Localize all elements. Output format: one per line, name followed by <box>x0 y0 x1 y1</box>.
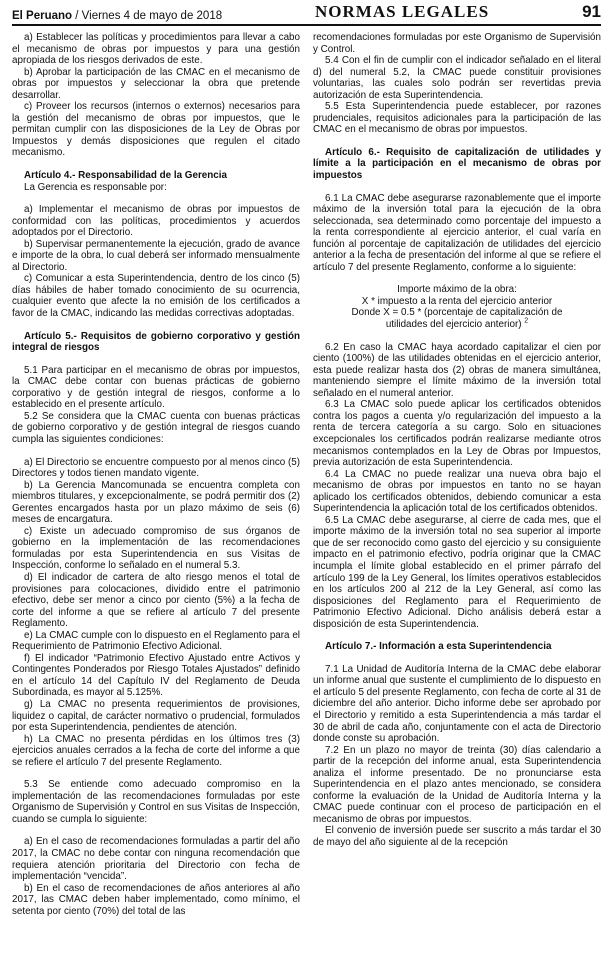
header-brand: El Peruano <box>12 10 73 22</box>
formula-text: utilidades del ejercicio anterior) <box>385 319 522 331</box>
article-7-heading: Artículo 7.- Información a esta Superintendencia <box>325 641 552 653</box>
formula-line <box>313 319 601 331</box>
list-item: e) La CMAC cumple con lo dispuesto en el Reglamento para el Requerimiento de Patrimonio Efectivo Adicional. <box>12 629 300 653</box>
paragraph: 6.3 La CMAC solo puede aplicar los certificados obtenidos contra los pagos a cuenta y/o regularización del impuesto a la renta de tercera categoría a su cargo. Solo en situaciones excepcionales los certificados podrán realizarse mediante otros mecanismos contemplados en la Ley de Obras por Impuestos, previa autorización de esta Superintendencia. <box>313 399 601 469</box>
list-item: h) La CMAC no presenta pérdidas en los últimos tres (3) ejercicios anuales cerrados a la fecha de corte del informe a que se refiere el artículo 7 del presente Reglamento. <box>12 733 300 768</box>
page-number: 91 <box>582 2 601 21</box>
list-item: c) Comunicar a esta Superintendencia, dentro de los cinco (5) días hábiles de haber tomado conocimiento de su ocurrencia, cualquier evento que afecte la no emisión de los certificados a favor de la CMAC, indicando las medidas correctivas adoptadas. <box>12 273 300 320</box>
article-4-heading: Artículo 4.- Responsabilidad de la Gerencia <box>24 170 227 182</box>
list-item: b) Supervisar permanentemente la ejecución, grado de avance e importe de la obra, lo cual deberá ser informado mensualmente al Directorio. <box>12 238 300 273</box>
paragraph: c) Proveer los recursos (internos o externos) necesarios para la gestión del mecanismo de obras por impuestos, que le permitan cumplir con las disposiciones de la Ley de Obras por Impuestos y demás disposiciones que regulen el citado mecanismo. <box>12 101 300 159</box>
header-section-title: NORMAS LEGALES <box>315 2 490 21</box>
paragraph: La Gerencia es responsable por: <box>24 181 167 193</box>
right-column <box>313 32 601 917</box>
paragraph: 5.4 Con el fin de cumplir con el indicador señalado en el literal d) del numeral 5.2, la CMAC puede constituir provisiones voluntarias, las cuales solo podrán ser revertidas previa autorización de esta Superintendencia. <box>313 55 601 101</box>
paragraph: 5.3 Se entiende como adecuado compromiso en la implementación de las recomendaciones formuladas por este Organismo de Supervisión y Control en sus Visitas de Inspección, cuando se cumpla lo siguiente: <box>12 779 300 825</box>
header-brand-date <box>12 10 222 22</box>
paragraph: b) Aprobar la participación de las CMAC en el mecanismo de obras por impuestos y seleccionar la obra que pretende desarrollar. <box>12 66 300 101</box>
list-item: g) La CMAC no presenta requerimientos de provisiones, liquidez o capital, de carácter normativo o prudencial, formulados por esta Superintendencia, pendientes de atención. <box>12 698 300 734</box>
list-item: a) El Directorio se encuentre compuesto por al menos cinco (5) Directores y todos tienen mandato vigente. <box>12 456 300 480</box>
left-column <box>12 32 300 917</box>
paragraph: 7.1 La Unidad de Auditoría Interna de la CMAC debe elaborar un informe anual que sustente el cumplimiento de lo dispuesto en el artículo 5 del presente Reglamento, con fecha de corte al 31 de diciembre del año anterior. Dicho informe debe ser aprobado por el Directorio y remitido a esta Superintendencia a más tardar el 30 de abril de cada año, conjuntamente con el acta de Directorio donde conste su aprobación. <box>313 663 601 745</box>
article-columns <box>12 32 601 917</box>
list-item: b) La Gerencia Mancomunada se encuentra completa con miembros titulares, y excepcionalmente, se podrá permitir dos (2) Gerentes encargados hasta por un plazo máximo de seis (6) meses de encargatura. <box>12 479 300 526</box>
paragraph: 5.2 Se considera que la CMAC cuenta con buenas prácticas de gobierno corporativo y de gestión integral de riesgos cuando cumpla las siguientes condiciones: <box>12 410 300 445</box>
paragraph: 6.1 La CMAC debe asegurarse razonablemente que el importe máximo de la inversión total para la ejecución de la obra seleccionada, sea determinado como porcentaje del impuesto a la renta correspondiente al ejercicio anterior, el cual varía en función al porcentaje de capitalización de utilidades del ejercicio anterior a la fecha de presentación del informe al que se refiere el artículo 7 del presente Reglamento, conforme a lo siguiente: <box>313 192 601 273</box>
header-date: / Viernes 4 de mayo de 2018 <box>75 10 223 22</box>
footnote-marker: 2 <box>524 317 529 325</box>
paragraph: a) Establecer las políticas y procedimientos para llevar a cabo el mecanismo de obras por impuestos y para una gestión apropiada de los riesgos derivados de este. <box>12 32 300 67</box>
list-item: a) Implementar el mecanismo de obras por impuestos de conformidad con las políticas, procedimientos y acuerdos adoptados por el Directorio. <box>12 204 300 239</box>
paragraph: 6.2 En caso la CMAC haya acordado capitalizar el cien por ciento (100%) de las utilidades obtenidas en el ejercicio anterior, esta puede realizar hasta dos (2) obras de manera simultánea, manteniendo siempre el límite máximo de la inversión total señalado en el numeral anterior. <box>313 341 601 399</box>
paragraph-continuation: recomendaciones formuladas por este Organismo de Supervisión y Control. <box>313 32 601 55</box>
list-item: f) El indicador “Patrimonio Efectivo Ajustado entre Activos y Contingentes Ponderados por Riesgo Totales Ajustados” definido en el artículo 14 del Capítulo IV del Reglamento de Deuda Subordinada, es mayor al 5.125%. <box>12 652 300 699</box>
paragraph: 6.4 La CMAC no puede realizar una nueva obra bajo el mecanismo de obras por impuestos en tanto no se hayan aplicado los certificados obtenidos, debiendo comunicar a esta Superintendencia la aplicación total de los certificados obtenidos. <box>313 468 601 515</box>
article-6-heading: Artículo 6.- Requisito de capitalización de utilidades y límite a la participación en el mecanismo de obras por impuestos <box>313 146 601 182</box>
list-item: d) El indicador de cartera de alto riesgo menos el total de provisiones para colocaciones, dividido entre el patrimonio efectivo, debe ser menor a cinco por ciento (5%) a la fecha de corte del informe a que se refiere al artículo 7 del presente Reglamento. <box>12 571 300 630</box>
paragraph: 6.5 La CMAC debe asegurarse, al cierre de cada mes, que el importe máximo de la inversión total no sea superior al importe que de ser reconocido como gasto del ejercicio y su consiguiente impacto en el patrimonio efectivo, podría originar que la CMAC incumpla el límite global establecido en el primer párrafo del artículo 199 de la Ley General, los límites operativos establecidos en los artículos 200 al 212 de la Ley General, así como las disposiciones del Reglamento para el Requerimiento de Patrimonio Efectivo Adicional. Dicho análisis deberá estar a disposición de esta Superintendencia. <box>313 514 601 630</box>
article-5-heading: Artículo 5.- Requisitos de gobierno corporativo y gestión integral de riesgos <box>12 330 300 354</box>
list-item: a) En el caso de recomendaciones formuladas a partir del año 2017, la CMAC no debe contar con ninguna recomendación que requiera atención prioritaria del Directorio con fecha de implementación “vencida”. <box>12 836 300 883</box>
paragraph: 5.1 Para participar en el mecanismo de obras por impuestos, la CMAC debe contar con buenas prácticas de gobierno corporativo y de gestión integral de riesgos, conforme a lo establecido en el presente artículo. <box>12 364 300 411</box>
list-item: b) En el caso de recomendaciones de años anteriores al año 2017, las CMAC deben haber implementado, como mínimo, el setenta por ciento (70%) del total de las <box>12 882 300 917</box>
paragraph: El convenio de inversión puede ser suscrito a más tardar el 30 de mayo del año siguiente al de la recepción <box>313 825 601 848</box>
formula-line: Importe máximo de la obra: <box>397 284 517 296</box>
formula-line: Donde X = 0.5 * (porcentaje de capitalización de <box>351 307 563 319</box>
list-item: c) Existe un adecuado compromiso de sus órganos de gobierno en la implementación de las recomendaciones formuladas por esta Superintendencia en sus Visitas de Inspección, conforme lo señalado en el numeral 5.3. <box>12 525 300 572</box>
page-header <box>12 0 601 26</box>
formula-line: X * impuesto a la renta del ejercicio anterior <box>361 295 553 307</box>
paragraph: 5.5 Esta Superintendencia puede establecer, por razones prudenciales, requisitos adicionales para la participación de las CMAC en el mecanismo de obras por impuestos. <box>313 101 601 136</box>
paragraph: 7.2 En un plazo no mayor de treinta (30) días calendario a partir de la recepción del informe anual, esta Superintendencia analiza el informe presentado. De no pronunciarse esta Superintendencia en el plazo antes mencionado, se considera conforme la evaluación de la Unidad de Auditoría Interna y la CMAC puede continuar con el proceso de participación en el mecanismo de obras por impuestos. <box>313 744 601 825</box>
